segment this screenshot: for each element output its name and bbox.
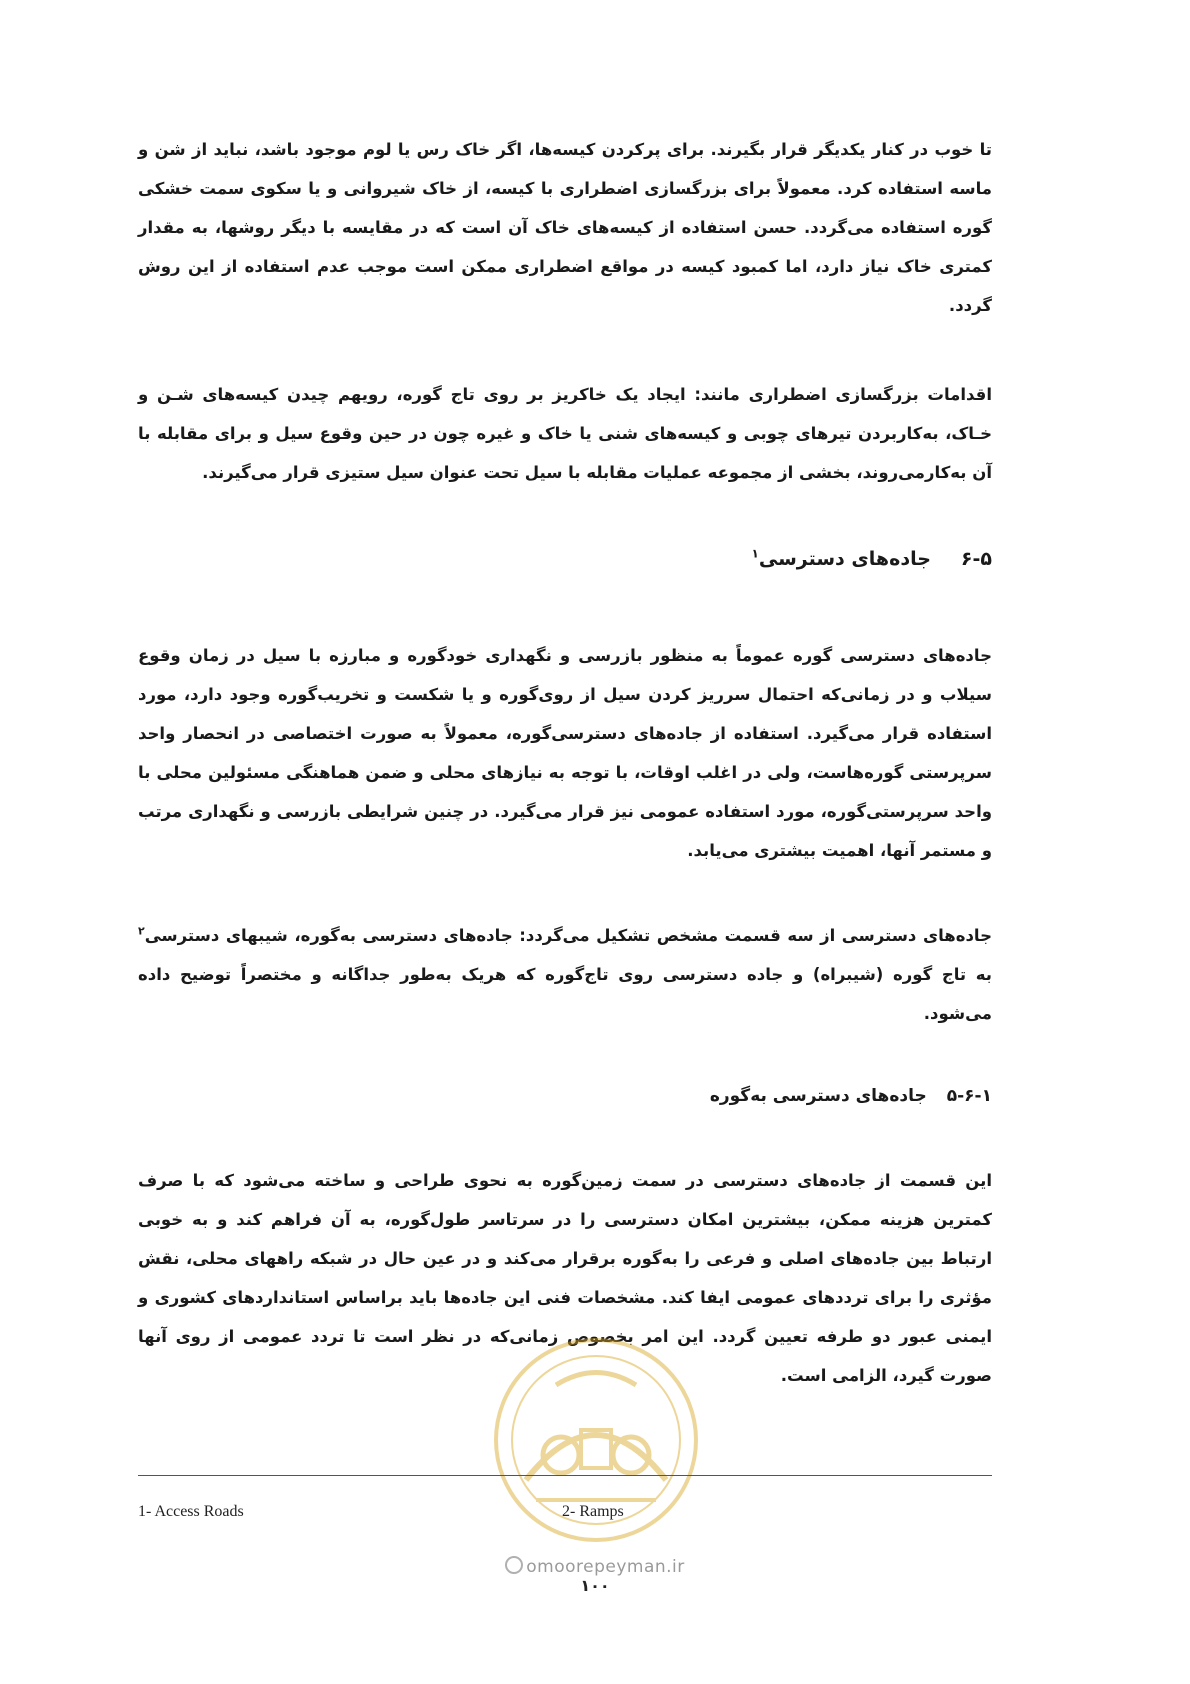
section-title: جاده‌های دسترسی <box>758 548 931 570</box>
paragraph-5: این قسمت از جاده‌های دسترسی در سمت زمین‌گوره به نحوی طراحی و ساخته می‌شود که با صرف کمترین هزینه ممکن، بیشترین امکان دسترسی را در سرتاسر طول‌گوره، به آن فراهم کند و به خوبی ارتباط بین جاده‌های اصلی و فرعی را به‌گوره برقرار می‌کند و در عین حال در شبکه راههای محلی، نقش مؤثری را برای ترددهای عمومی ایفا کند. مشخصات فنی این جاده‌ها باید براساس استانداردهای کشوری و ایمنی عبور دو طرفه تعیین گردد. این امر بخصوص زمانی‌که در نظر است تا تردد عمومی از روی آنها صورت گیرد، الزامی است. <box>138 1171 992 1385</box>
subsection-title: جاده‌های دسترسی به‌گوره <box>709 1086 927 1106</box>
watermark-url-text: omoorepeyman.ir <box>526 1557 685 1577</box>
subsection-heading-5-6-1 <box>138 1081 992 1111</box>
paragraph-3: جاده‌های دسترسی گوره عموماً به منظور بازرسی و نگهداری خودگوره و مبارزه با سیل در زمان وقوع سیلاب و در زمانی‌که احتمال سرریز کردن سیل از روی‌گوره و یا شکست و تخریب‌گوره وجود دارد، مورد استفاده قرار می‌گیرد. استفاده از جاده‌های دسترسی‌گوره، معمولاً به صورت اختصاصی در انحصار واحد سرپرستی گوره‌هاست، ولی در اغلب اوقات، با توجه به نیازهای محلی و ضمن هماهنگی مسئولین محلی با واحد سرپرستی‌گوره، مورد استفاده عمومی نیز قرار می‌گیرد. در چنین شرایطی بازرسی و نگهداری مرتب و مستمر آنها، اهمیت بیشتری می‌یابد. <box>138 646 992 860</box>
page-number: ۱۰۰ <box>580 1576 610 1595</box>
subsection-number: ۵-۶-۱ <box>946 1086 992 1106</box>
footnote-divider <box>138 1475 992 1476</box>
document-body <box>138 130 992 1395</box>
footnote-2: 2- Ramps <box>562 1503 624 1520</box>
watermark-url <box>0 1556 1190 1577</box>
watermark-small-icon <box>505 1556 523 1574</box>
footnote-ref-1: ۱ <box>751 546 759 561</box>
paragraph-4-part-2: به تاج گوره (شیبراه) و جاده دسترسی روی تاج‌گوره که هریک به‌طور جداگانه و مختصراً توضیح داده می‌شود. <box>138 965 992 1023</box>
footnote-1: 1- Access Roads <box>138 1503 244 1520</box>
section-number: ۶-۵ <box>960 548 992 570</box>
paragraph-1: تا خوب در کنار یکدیگر قرار بگیرند. برای پرکردن کیسه‌ها، اگر خاک رس یا لوم موجود باشد، نباید از شن و ماسه استفاده کرد. معمولاً برای بزرگسازی اضطراری با کیسه، از خاک شیروانی و یا سکوی سمت خشکی گوره استفاده می‌گردد. حسن استفاده از کیسه‌های خاک آن است که در مقایسه با دیگر روشها، به مقدار کمتری خاک نیاز دارد، اما کمبود کیسه در مواقع اضطراری ممکن است موجب عدم استفاده از این روش گردد. <box>138 140 992 315</box>
paragraph-4 <box>138 916 992 1033</box>
footnote-ref-2: ۲ <box>138 924 145 938</box>
paragraph-2: اقدامات بزرگسازی اضطراری مانند: ایجاد یک خاکریز بر روی تاج گوره، رویهم چیدن کیسه‌های شـن و خـاک، به‌کاربردن تیرهای چوبی و کیسه‌های شنی یا خاک و غیره چون در حین وقوع سیل و برای مقابله با آن به‌کارمی‌روند، بخشی از مجموعه عملیات مقابله با سیل تحت عنوان سیل ستیزی قرار می‌گیرند. <box>138 385 992 482</box>
section-heading-6-5 <box>138 544 992 574</box>
paragraph-4-part-1: جاده‌های دسترسی از سه قسمت مشخص تشکیل می‌گردد: جاده‌های دسترسی به‌گوره، شیبهای دسترسی <box>144 926 992 945</box>
